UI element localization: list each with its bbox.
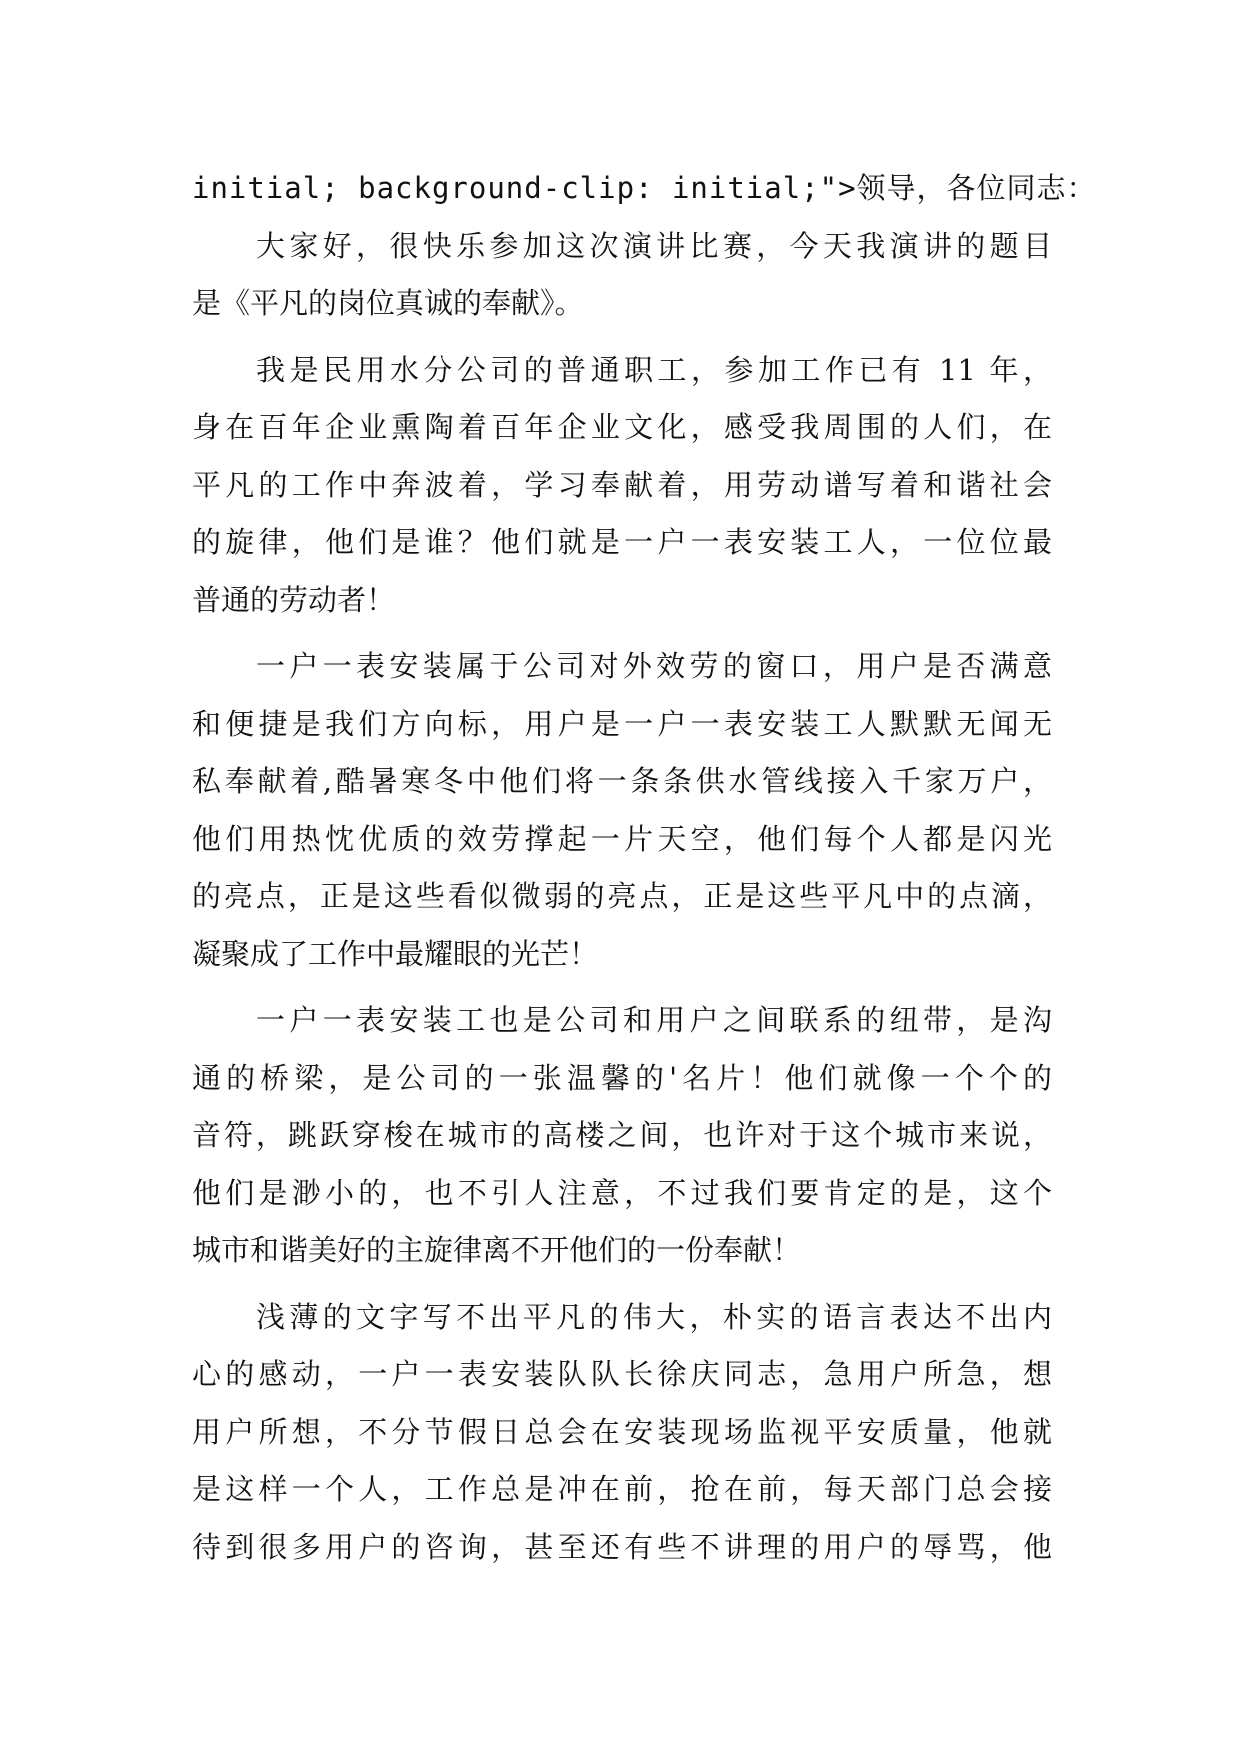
paragraph-line: 心的感动，一户一表安装队队长徐庆同志，急用户所急，想 <box>192 1357 1052 1391</box>
paragraph-line: 待到很多用户的咨询，甚至还有些不讲理的用户的辱骂，他 <box>192 1529 1052 1564</box>
greeting-line: initial; background-clip: initial;">领导，各位同志： <box>192 171 1097 205</box>
paragraph-line: 凝聚成了工作中最耀眼的光芒！ <box>192 936 599 971</box>
paragraph-line: 他们用热忱优质的效劳撑起一片天空，他们每个人都是闪光 <box>192 821 1052 856</box>
paragraph-line: 私奉献着,酷暑寒冬中他们将一条条供水管线接入千家万户， <box>192 764 1052 798</box>
paragraph <box>192 1289 1052 1577</box>
paragraph-line: 用户所想，不分节假日总会在安装现场监视平安质量，他就 <box>192 1414 1052 1449</box>
paragraph-line: 的旋律，他们是谁？他们就是一户一表安装工人，一位位最 <box>192 525 1052 559</box>
paragraph-line: 大家好，很快乐参加这次演讲比赛，今天我演讲的题目 <box>256 228 1052 263</box>
paragraph-line: 平凡的工作中奔波着，学习奉献着，用劳动谱写着和谐社会 <box>192 467 1052 502</box>
paragraph-line: 和便捷是我们方向标，用户是一户一表安装工人默默无闻无 <box>192 706 1052 741</box>
paragraph-line: 音符，跳跃穿梭在城市的高楼之间，也许对于这个城市来说， <box>192 1118 1052 1152</box>
document-page <box>192 160 1097 1576</box>
paragraph-line: 我是民用水分公司的普通职工，参加工作已有 11 年， <box>256 352 1052 387</box>
paragraph-line: 浅薄的文字写不出平凡的伟大，朴实的语言表达不出内 <box>256 1299 1052 1334</box>
paragraph-line: 普通的劳动者！ <box>192 582 396 617</box>
paragraph-line: 是这样一个人，工作总是冲在前，抢在前，每天部门总会接 <box>192 1472 1052 1506</box>
paragraph-line: 一户一表安装工也是公司和用户之间联系的纽带，是沟 <box>256 1003 1052 1037</box>
paragraph <box>192 218 1052 333</box>
paragraph-line: 他们是渺小的，也不引人注意，不过我们要肯定的是，这个 <box>192 1175 1052 1210</box>
greeting-paragraph <box>192 160 1097 218</box>
paragraph-line: 是《平凡的岗位真诚的奉献》。 <box>192 286 584 320</box>
paragraph-line: 通的桥梁，是公司的一张温馨的'名片！他们就像一个个的 <box>192 1060 1052 1095</box>
paragraph-line: 身在百年企业熏陶着百年企业文化，感受我周围的人们，在 <box>192 410 1052 444</box>
paragraph <box>192 342 1052 630</box>
paragraph-line: 一户一表安装属于公司对外效劳的窗口，用户是否满意 <box>256 649 1052 683</box>
paragraph <box>192 638 1052 983</box>
paragraph-line: 城市和谐美好的主旋律离不开他们的一份奉献！ <box>192 1233 802 1267</box>
paragraph-line: 的亮点，正是这些看似微弱的亮点，正是这些平凡中的点滴， <box>192 879 1052 913</box>
paragraph <box>192 992 1052 1280</box>
